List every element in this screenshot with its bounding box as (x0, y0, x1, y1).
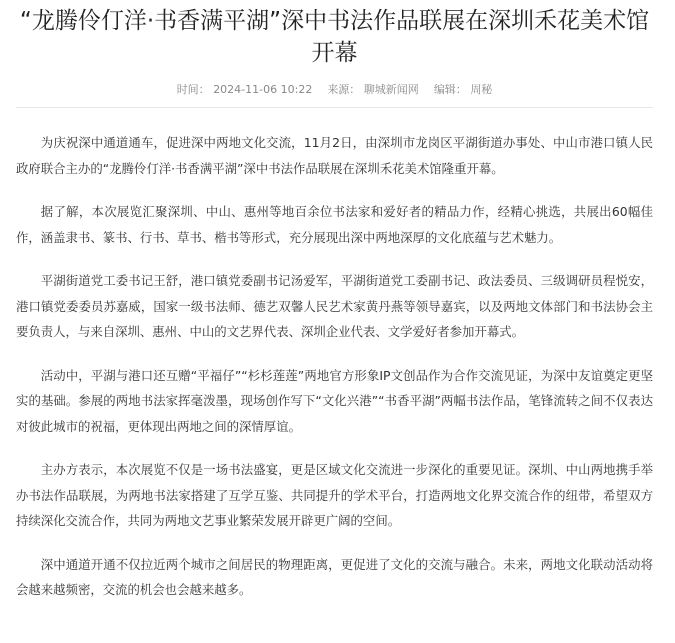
time-label: 时间： (176, 83, 210, 96)
article-body (16, 108, 653, 603)
paragraph: 为庆祝深中通道通车，促进深中两地文化交流，11月2日，由深圳市龙岗区平湖街道办事处、中山市港口镇人民政府联合主办的“龙腾伶仃洋·书香满平湖”深中书法作品联展在深圳禾花美术馆隆重开幕。 (16, 135, 653, 176)
source-name: 聊城新闻网 (363, 83, 419, 96)
article-title: “龙腾伶仃洋·书香满平湖”深中书法作品联展在深圳禾花美术馆开幕 (19, 8, 650, 66)
editor-name: 周秘 (470, 83, 493, 96)
editor-label: 编辑： (433, 83, 467, 96)
publish-time: 2024-11-06 10:22 (213, 83, 313, 96)
paragraph: 平湖街道党工委书记王舒，港口镇党委副书记汤爱军，平湖街道党工委副书记、政法委员、三级调研员程悦安，港口镇党委委员苏嘉威，国家一级书法师、德艺双馨人民艺术家黄丹燕等领导嘉宾，以及两地文体部门和书法协会主要负责人，与来自深圳、惠州、中山的文艺界代表、深圳企业代表、文学爱好者参加开幕式。 (16, 273, 653, 339)
paragraph: 据了解，本次展览汇聚深圳、中山、惠州等地百余位书法家和爱好者的精品力作，经精心挑选，共展出60幅佳作，涵盖隶书、篆书、行书、草书、楷书等形式，充分展现出深中两地深厚的文化底蕴与艺术魅力。 (16, 204, 653, 245)
article-meta (16, 81, 653, 99)
paragraph: 主办方表示，本次展览不仅是一场书法盛宴，更是区域文化交流进一步深化的重要见证。深圳、中山两地携手举办书法作品联展，为两地书法家搭建了互学互鉴、共同提升的学术平台，打造两地文化界交流合作的纽带，希望双方持续深化交流合作，共同为两地文艺事业繁荣发展开辟更广阔的空间。 (16, 462, 653, 528)
paragraph: 活动中，平湖与港口还互赠“平福仔”“杉杉莲莲”两地官方形象IP文创品作为合作交流见证，为深中友谊奠定更坚实的基础。参展的两地书法家挥毫泼墨，现场创作写下“文化兴港”“书香平湖”两幅书法作品，笔锋流转之间不仅表达对彼此城市的祝福，更体现出两地之间的深情厚谊。 (16, 367, 653, 434)
paragraph: 深中通道开通不仅拉近两个城市之间居民的物理距离，更促进了文化的交流与融合。未来，两地文化联动活动将会越来越频密，交流的机会也会越来越多。 (16, 556, 653, 597)
source-label: 来源： (327, 83, 361, 96)
